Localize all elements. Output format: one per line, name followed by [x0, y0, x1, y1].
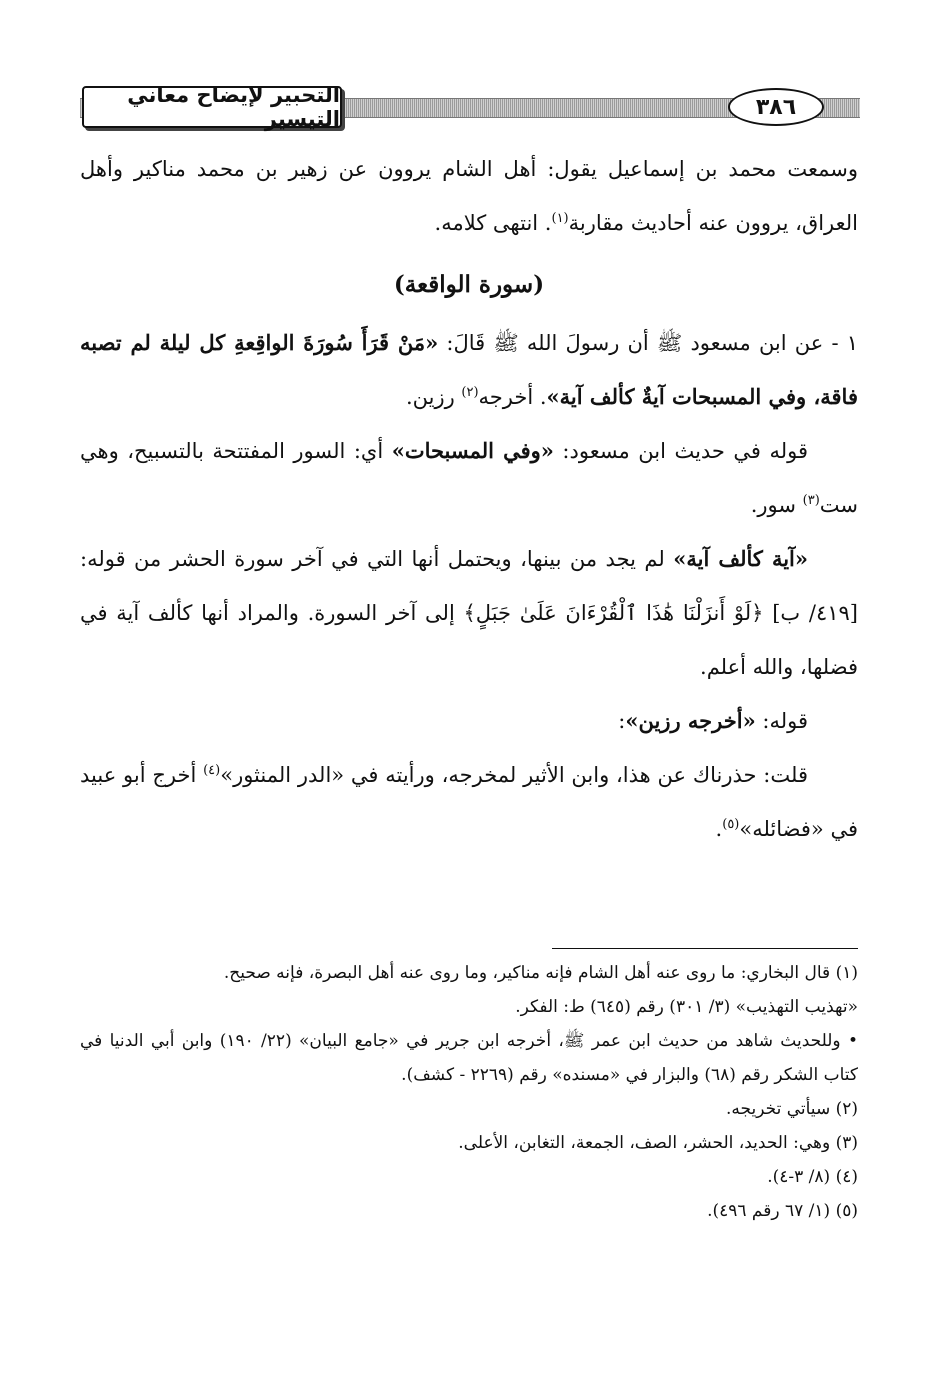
- paragraph-4-intro: قوله:: [755, 709, 808, 733]
- footnote-ref-1: (١): [551, 211, 569, 226]
- main-text: [80, 142, 858, 856]
- hadith-1-intro: ١ - عن ابن مسعود ﷺ أن رسولَ الله ﷺ قَالَ:: [438, 331, 858, 355]
- paragraph-2-end: سور.: [750, 493, 803, 517]
- hadith-1-source: . أخرجه: [478, 385, 547, 409]
- footnote-5: (٥) (١/ ٦٧ رقم ٤٩٦).: [707, 1201, 858, 1221]
- footnote-3: (٣) وهي: الحديد، الحشر، الصف، الجمعة، التغابن، الأعلى.: [458, 1133, 858, 1153]
- paragraph-1: [80, 142, 858, 250]
- paragraph-1-text: وسمعت محمد بن إسماعيل يقول: أهل الشام يروون عن زهير بن محمد مناكير وأهل العراق، يروون عنه أحاديث مقاربة: [80, 157, 858, 235]
- page-number: ٣٨٦: [728, 88, 824, 126]
- page-header: [80, 84, 860, 130]
- paragraph-5-mid: أخرج أبو عبيد في «فضائله»: [80, 763, 858, 841]
- paragraph-4-quote: «أخرجه رزين»: [625, 708, 756, 733]
- paragraph-3: [80, 532, 858, 694]
- section-title: (سورة الواقعة): [393, 271, 545, 298]
- paragraph-3-quote: «آية كألف آية»: [673, 546, 809, 571]
- paragraph-2: [80, 424, 858, 532]
- paragraph-4: [80, 694, 858, 748]
- paragraph-3-text: لم يجد من بينها، ويحتمل أنها التي في آخر سورة الحشر من قوله: [٤١٩/ ب] ﴿لَوْ أَنزَلْنَا هَٰذَا ٱلْقُرْءَانَ عَلَىٰ جَبَلٍ﴾ إلى آخر السورة. والمراد أنها كألف آية في فضلها، والله أعلم.: [80, 547, 858, 679]
- paragraph-2-quote: «وفي المسبحات»: [391, 438, 554, 463]
- hadith-1: [80, 316, 858, 424]
- footnote-1-citation: «تهذيب التهذيب» (٣/ ٣٠١) رقم (٦٤٥) ط: الفكر.: [515, 997, 858, 1017]
- footnote-1-note: • وللحديث شاهد من حديث ابن عمر ﷺ، أخرجه ابن جرير في «جامع البيان» (٢٢/ ١٩٠) وابن أبي الدنيا في كتاب الشكر رقم (٦٨) والبزار في «مسنده» رقم (٢٢٦٩ - كشف).: [80, 1031, 858, 1085]
- footnote-ref-3: (٣): [802, 493, 820, 508]
- hadith-1-tail: رزين.: [405, 385, 462, 409]
- paragraph-2-text: أي: السور المفتتحة بالتسبيح، وهي ست: [80, 439, 858, 517]
- paragraph-2-intro: قوله في حديث ابن مسعود:: [553, 439, 808, 463]
- footnote-1: (١) قال البخاري: ما روى عنه أهل الشام فإنه مناكير، وما روى عنه أهل البصرة، فإنه صحيح.: [223, 963, 858, 983]
- footnote-4: (٤) (٨/ ٣-٤).: [767, 1167, 858, 1187]
- paragraph-5-text: قلت: حذرناك عن هذا، وابن الأثير لمخرجه، ورأيته في «الدر المنثور»: [220, 763, 808, 787]
- footnotes: [80, 956, 858, 1228]
- paragraph-1-end: . انتهى كلامه.: [434, 211, 552, 235]
- footnote-ref-4: (٤): [203, 763, 221, 778]
- hadith-1-text: «مَنْ قَرَأَ سُورَةَ الواقِعةِ كل ليلة لم تصبه فاقة، وفي المسبحات آيةٌ كألف آية»: [80, 330, 858, 409]
- paragraph-5-end: .: [715, 817, 723, 841]
- paragraph-5: [80, 748, 858, 856]
- book-title: التحبير لإيضاح معاني التيسير: [82, 86, 342, 128]
- paragraph-4-end: :: [618, 709, 626, 733]
- footnote-ref-5: (٥): [722, 817, 740, 832]
- footnote-ref-2: (٢): [461, 385, 479, 400]
- footnote-2: (٢) سيأتي تخريجه.: [726, 1099, 858, 1119]
- footnote-divider: [552, 948, 858, 949]
